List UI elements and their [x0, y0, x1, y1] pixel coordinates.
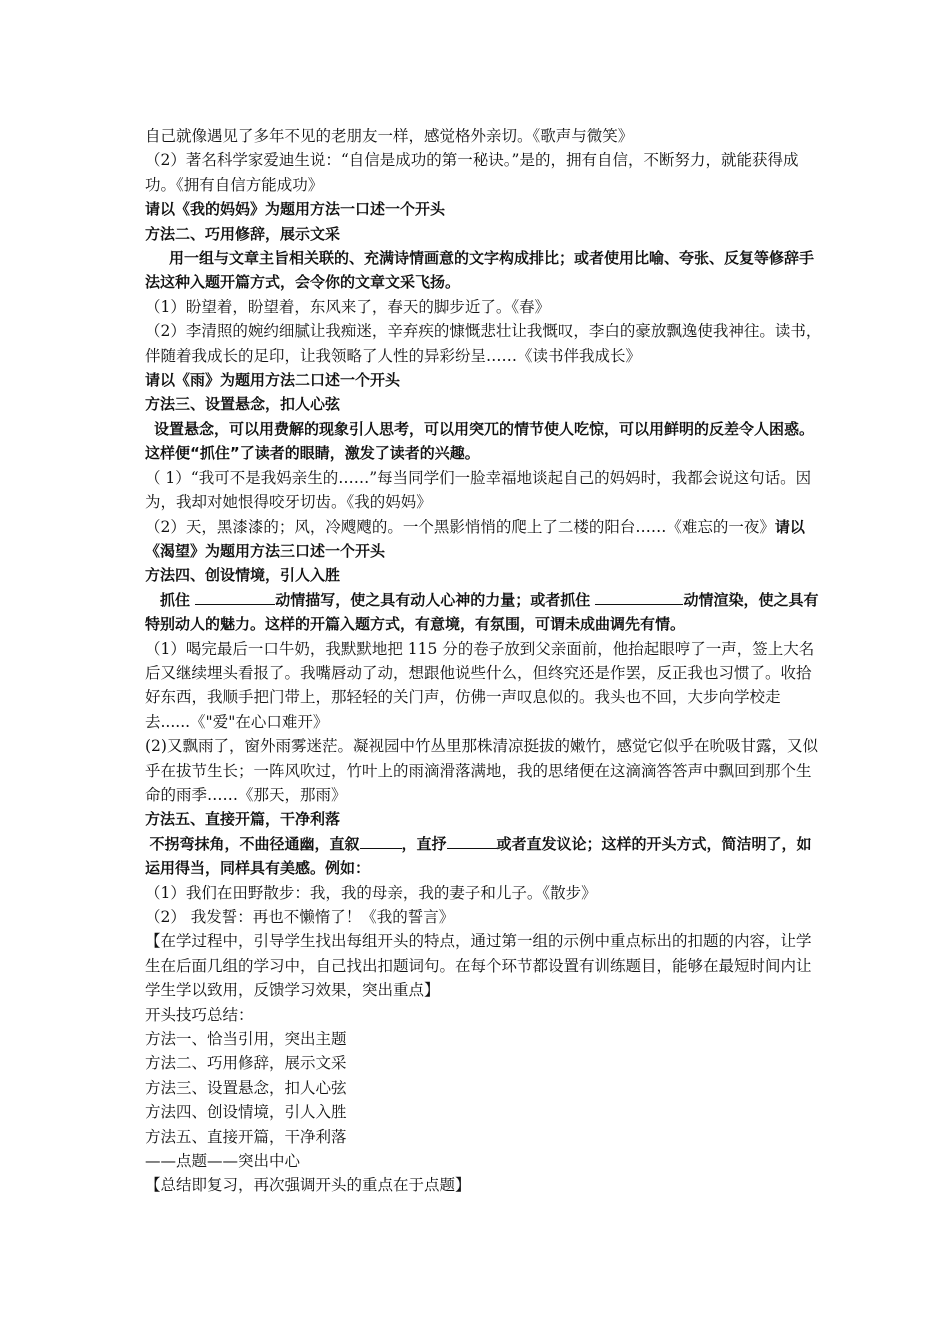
text-run: ，直抒	[401, 834, 447, 853]
method-description	[145, 832, 825, 881]
summary-item: 方法二、巧用修辞，展示文采	[145, 1054, 347, 1073]
method-heading: 方法二、巧用修辞，展示文采	[145, 224, 341, 243]
paragraph-example	[145, 515, 825, 564]
method-heading: 方法五、直接开篇，干净利落	[145, 810, 341, 829]
fill-blank	[360, 834, 402, 849]
text-run: 动情描写，使之具有动人心神的力量；或者抓住	[275, 590, 596, 609]
paragraph-line: 自己就像遇见了多年不见的老朋友一样，感觉格外亲切。《歌声与微笑》	[145, 127, 634, 145]
teaching-note: 【在学过程中，引导学生找出每组开头的特点，通过第一组的示例中重点标出的扣题的内容，让学生在后面几组的学习中，自己找出扣题词句。在每个环节都设置有训练题目，能够在最短时间内让学生学以致用，反馈学习效果，突出重点】	[145, 932, 812, 1000]
paragraph-example: （1）盼望着，盼望着，东风来了，春天的脚步近了。《春》	[145, 297, 551, 316]
text-run: 抓住	[160, 590, 196, 609]
paragraph-example: （2）著名科学家爱迪生说：“自信是成功的第一秘诀。”是的，拥有自信，不断努力，就能获得成功。《拥有自信方能成功》	[145, 151, 799, 194]
text-run: 或者直发议论；这样的开头方式，简洁明了，如运用得当，同样具有美感。例如：	[145, 834, 812, 878]
method-description	[145, 588, 825, 637]
exercise-prompt: 请以《雨》为题用方法二口述一个开头	[145, 371, 401, 390]
paragraph-example: （ 1）“我可不是我妈亲生的……”每当同学们一脸幸福地谈起自己的妈妈时，我都会说这句话。因为，我却对她恨得咬牙切齿。《我的妈妈》	[145, 468, 812, 512]
method-heading: 方法三、设置悬念，扣人心弦	[145, 395, 341, 414]
fill-blank	[195, 590, 275, 605]
summary-heading: 开头技巧总结：	[145, 1005, 254, 1024]
document-page	[145, 124, 825, 1198]
fill-blank	[595, 590, 683, 605]
text-run: 不拐弯抹角，不曲径通幽，直叙	[149, 834, 360, 853]
example-text: （2）天，黑漆漆的；风，冷飕飕的。一个黑影悄悄的爬上了二楼的阳台……《难忘的一夜》	[145, 517, 775, 536]
teaching-note: 【总结即复习，再次强调开头的重点在于点题】	[145, 1176, 471, 1195]
summary-conclusion: ——点题——突出中心	[145, 1152, 301, 1171]
summary-item: 方法五、直接开篇，干净利落	[145, 1127, 347, 1146]
summary-item: 方法四、创设情境，引人入胜	[145, 1103, 347, 1122]
paragraph-example: （2）李清照的婉约细腻让我痴迷，辛弃疾的慷慨悲壮让我慨叹，李白的豪放飘逸使我神往。读书，伴随着我成长的足印，让我领略了人性的异彩纷呈……《读书伴我成长》	[145, 322, 822, 365]
summary-item: 方法三、设置悬念，扣人心弦	[145, 1078, 347, 1097]
summary-item: 方法一、恰当引用，突出主题	[145, 1030, 347, 1049]
exercise-prompt: 请以《我的妈妈》为题用方法一口述一个开头	[145, 200, 446, 219]
paragraph-example: （2） 我发誓：再也不懒惰了！《我的誓言》	[145, 908, 455, 926]
method-description: 用一组与文章主旨相关联的、充满诗情画意的文字构成排比；或者使用比喻、夸张、反复等修辞手法这种入题开篇方式，会令你的文章文采飞扬。	[145, 249, 815, 292]
paragraph-example: （1）我们在田野散步：我，我的母亲，我的妻子和儿子。《散步》	[145, 883, 597, 902]
text-run: 动情渲染，使之具有特别动人的魅力。这样的开篇入题方式，有意境，有氛围，可谓未成曲调先有情。	[145, 590, 819, 634]
exercise-prompt: 请以《渴望》为题用方法三口述一个开头	[145, 517, 805, 560]
method-heading: 方法四、创设情境，引人入胜	[145, 566, 341, 585]
method-description: 设置悬念，可以用费解的现象引人思考，可以用突兀的情节使人吃惊，可以用鲜明的反差令人困惑。这样便“抓住”了读者的眼睛，激发了读者的兴趣。	[145, 419, 815, 463]
paragraph-example: (2)又飘雨了，窗外雨雾迷茫。凝视园中竹丛里那株清凉挺拔的嫩竹，感觉它似乎在吮吸甘露，又似乎在拔节生长；一阵风吹过，竹叶上的雨滴滑落满地，我的思绪便在这滴滴答答声中飘回到那个生命的雨季……《那天，那雨》	[145, 737, 818, 804]
paragraph-example: （1）喝完最后一口牛奶，我默默地把 115 分的卷子放到父亲面前，他抬起眼哼了一声，签上大名后又继续埋头看报了。我嘴唇动了动，想跟他说些什么，但终究还是作罢，反正我也习惯了。收拾好东西，我顺手把门带上，那轻轻的关门声，仿佛一声叹息似的。我头也不回，大步向学校走去......《"爱"在心口难开》	[145, 639, 815, 731]
fill-blank	[447, 834, 497, 849]
